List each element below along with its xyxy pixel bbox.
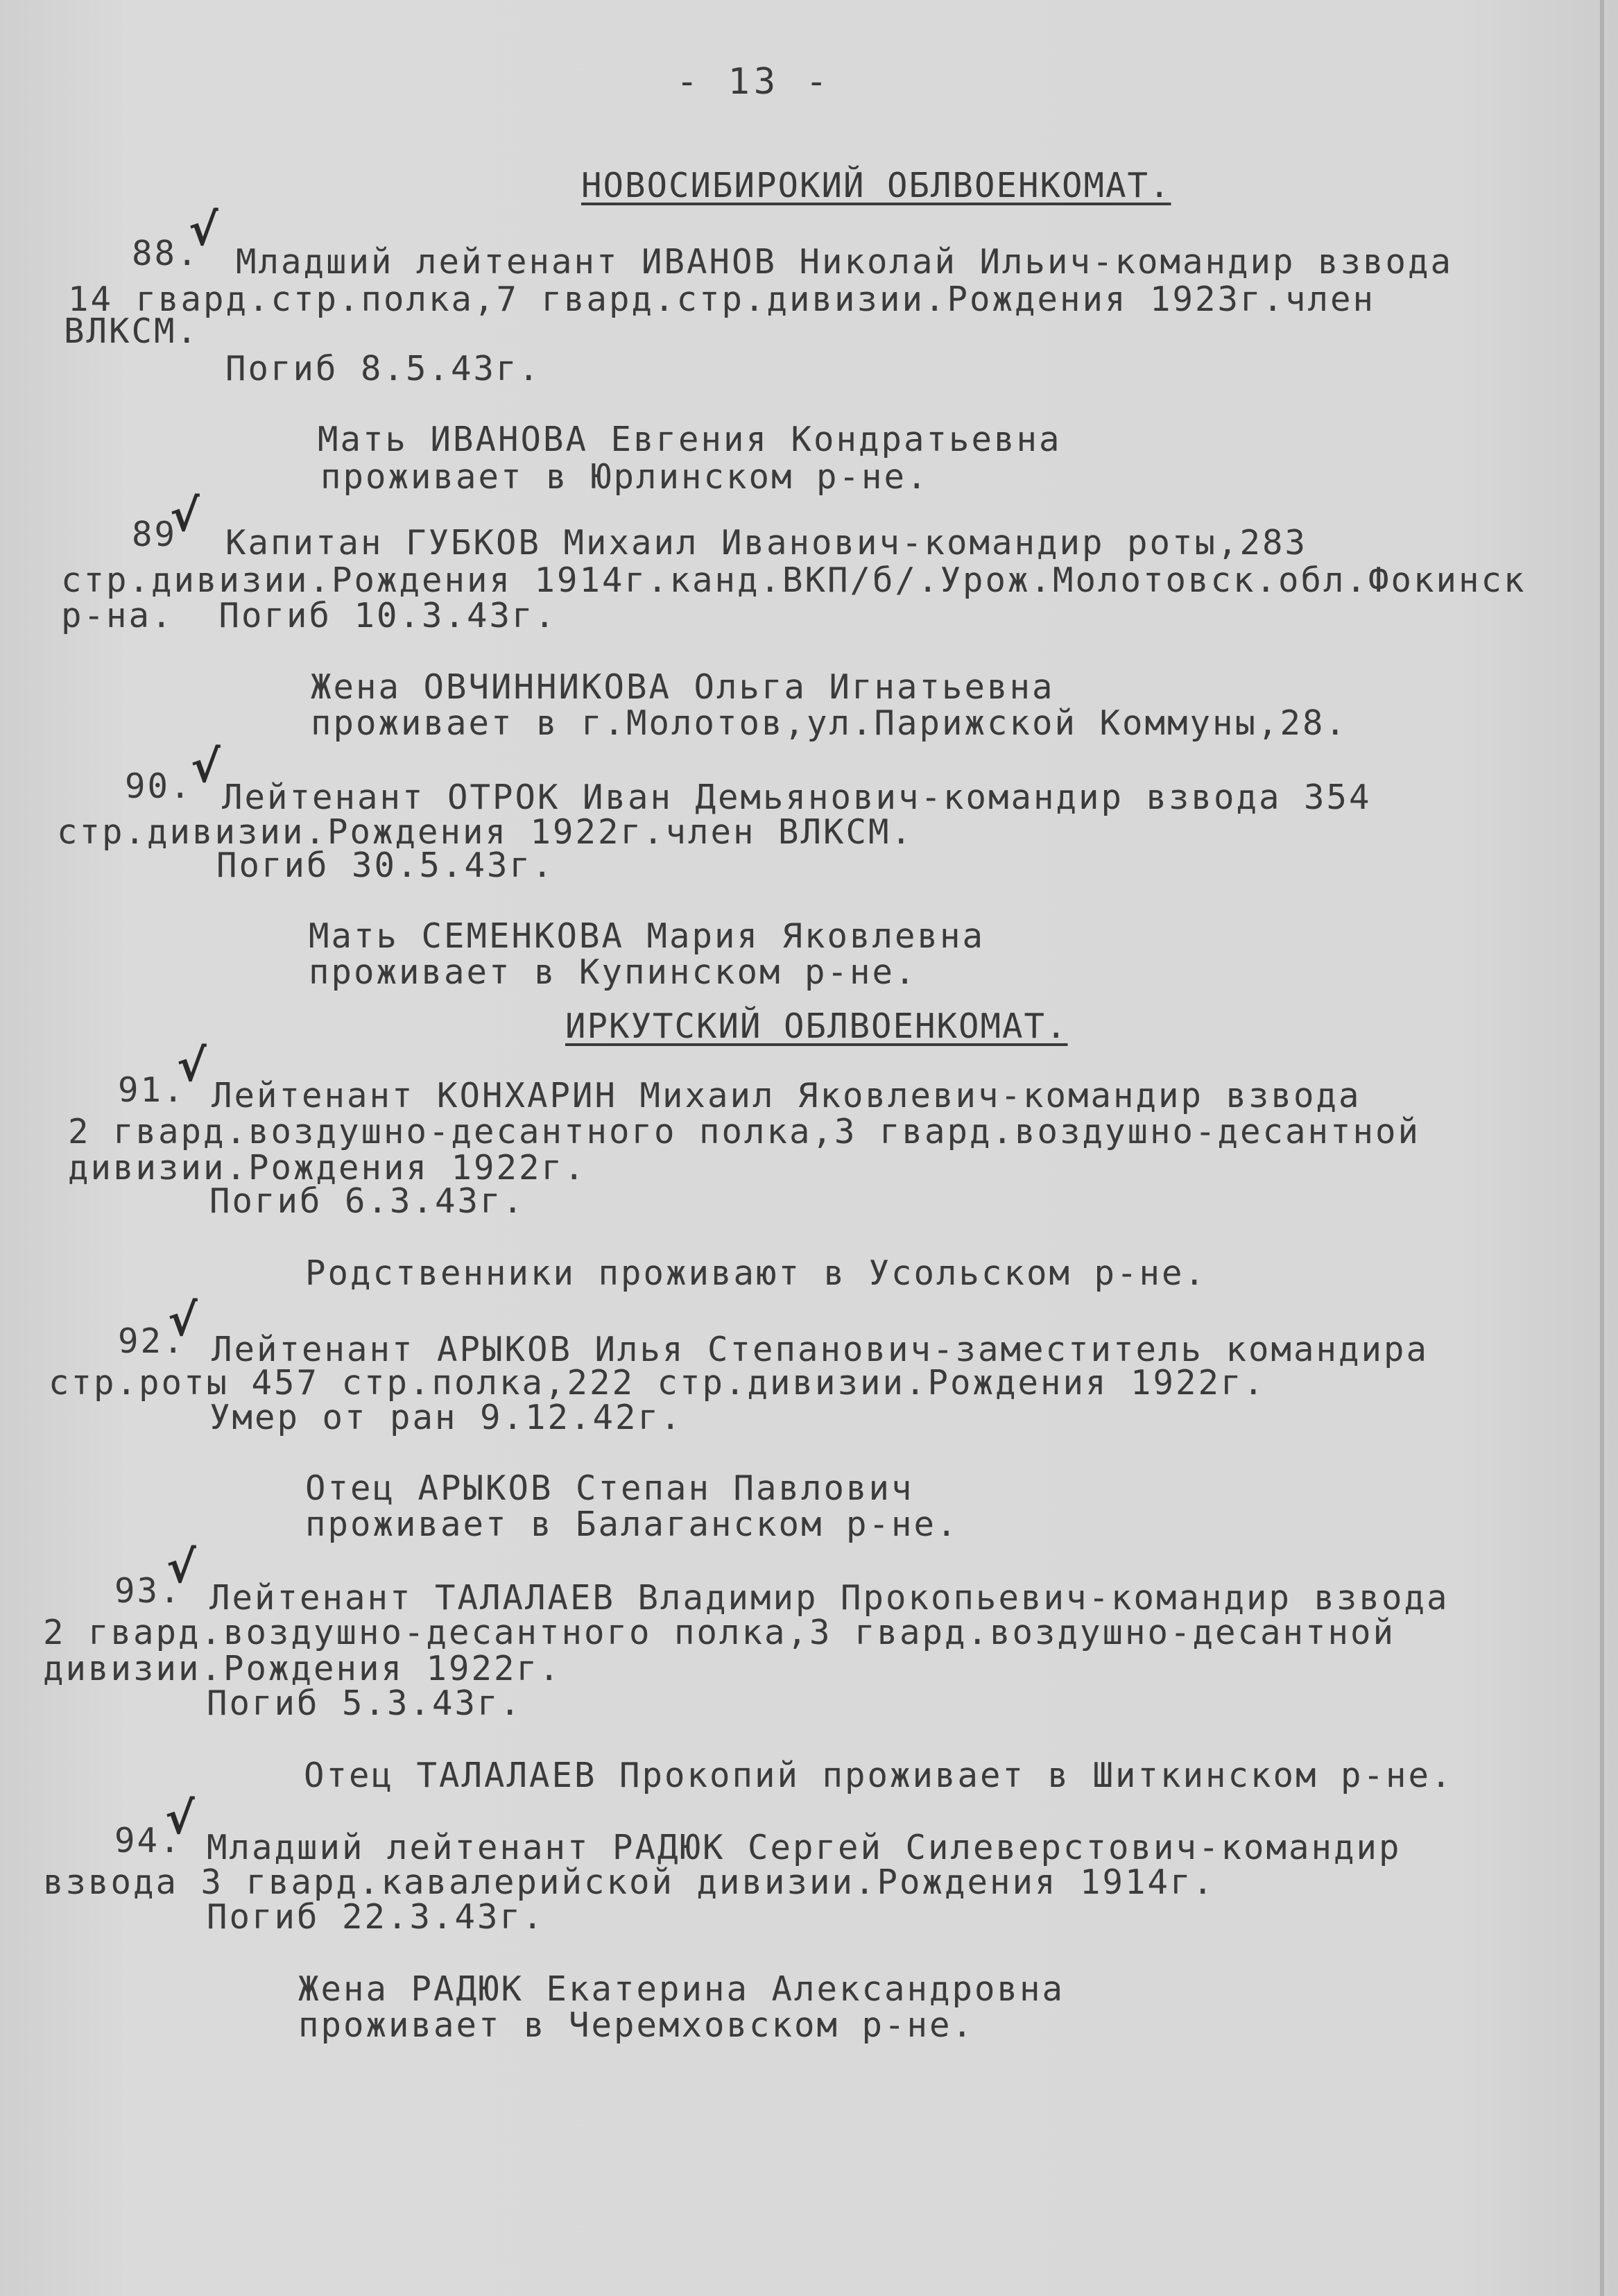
section-heading-irkutsk: ИРКУТСКИЙ ОБЛВОЕНКОМАТ. [565, 1006, 1068, 1046]
check-mark-icon: √ [165, 1793, 195, 1844]
section-heading-novosibirsk: НОВОСИБИРОКИЙ ОБЛВОЕНКОМАТ. [581, 166, 1171, 205]
check-mark-icon: √ [177, 1040, 207, 1092]
entry-88-line-3: ВЛКСМ. [64, 311, 200, 351]
entry-89-line-2: стр.дивизии.Рождения 1914г.канд.ВКП/б/.Урож.Молотовск.обл.Фокинск [61, 560, 1526, 600]
entry-90-relative-1: Мать СЕМЕНКОВА Мария Яковлевна [309, 916, 986, 956]
entry-93-number: 93. [114, 1571, 182, 1611]
entry-94-line-1: Младший лейтенант РАДЮК Сергей Силеверстович-командир [207, 1828, 1402, 1867]
entry-93-line-2: 2 гвард.воздушно-десантного полка,3 гвард.воздушно-десантной [43, 1613, 1396, 1652]
entry-94-relative-1: Жена РАДЮК Екатерина Александровна [298, 1969, 1065, 2009]
entry-93-death: Погиб 5.3.43г. [207, 1684, 523, 1723]
entry-89-number: 89 [132, 515, 178, 554]
entry-88-line-1: Младший лейтенант ИВАНОВ Николай Ильич-командир взвода [236, 242, 1454, 282]
entry-89-relative-1: Жена ОВЧИННИКОВА Ольга Игнатьевна [311, 667, 1055, 707]
entry-88-relative-1: Мать ИВАНОВА Евгения Кондратьевна [318, 420, 1062, 459]
entry-94-line-2: взвода 3 гвард.кавалерийской дивизии.Рождения 1914г. [43, 1862, 1216, 1902]
entry-90-relative-2: проживает в Купинском р-не. [309, 952, 918, 992]
entry-91-relative-1: Родственники проживают в Усольском р-не. [305, 1253, 1207, 1293]
entry-94-death: Погиб 22.3.43г. [207, 1897, 545, 1937]
entry-91-number: 91. [118, 1070, 186, 1110]
entry-90-number: 90. [125, 766, 193, 806]
entry-92-relative-2: проживает в Балаганском р-не. [305, 1505, 959, 1544]
entry-90-line-1: Лейтенант ОТРОК Иван Демьянович-командир взвода 354 [222, 778, 1372, 817]
page-number: - 13 - [676, 61, 832, 103]
entry-93-line-1: Лейтенант ТАЛАЛАЕВ Владимир Прокопьевич-командир взвода [209, 1578, 1449, 1618]
entry-93-relative-1: Отец ТАЛАЛАЕВ Прокопий проживает в Шиткинском р-не. [304, 1756, 1454, 1795]
entry-92-line-1: Лейтенант АРЫКОВ Илья Степанович-заместитель командира [212, 1330, 1429, 1369]
entry-88-death: Погиб 8.5.43г. [225, 349, 542, 388]
entry-91-death: Погиб 6.3.43г. [209, 1181, 526, 1221]
entry-89-relative-2: проживает в г.Молотов,ул.Парижской Коммуны,28. [311, 703, 1348, 743]
entry-91-line-3: дивизии.Рождения 1922г. [68, 1148, 587, 1188]
entry-93-line-3: дивизии.Рождения 1922г. [43, 1649, 562, 1688]
check-mark-icon: √ [191, 742, 221, 793]
check-mark-icon: √ [189, 205, 218, 256]
entry-88-number: 88. [132, 234, 200, 273]
entry-92-relative-1: Отец АРЫКОВ Степан Павлович [305, 1468, 914, 1508]
check-mark-icon: √ [166, 1542, 196, 1593]
entry-90-death: Погиб 30.5.43г. [216, 846, 555, 885]
entry-90-line-2: стр.дивизии.Рождения 1922г.член ВЛКСМ. [57, 812, 914, 852]
check-mark-icon: √ [168, 1295, 198, 1346]
entry-91-line-2: 2 гвард.воздушно-десантного полка,3 гвард.воздушно-десантной [68, 1112, 1421, 1151]
entry-89-line-1: Капитан ГУБКОВ Михаил Иванович-командир роты,283 [225, 523, 1308, 563]
entry-89-line-3: р-на. Погиб 10.3.43г. [61, 596, 558, 635]
entry-94-relative-2: проживает в Черемховском р-не. [298, 2005, 975, 2045]
entry-92-death: Умер от ран 9.12.42г. [209, 1398, 683, 1437]
page-edge [1600, 0, 1604, 2296]
entry-91-line-1: Лейтенант КОНХАРИН Михаил Яковлевич-командир взвода [212, 1076, 1361, 1115]
entry-92-number: 92. [118, 1321, 186, 1361]
entry-94-number: 94. [114, 1821, 182, 1860]
entry-92-line-2: стр.роты 457 стр.полка,222 стр.дивизии.Рождения 1922г. [49, 1363, 1266, 1403]
check-mark-icon: √ [170, 490, 200, 542]
entry-88-line-2: 14 гвард.стр.полка,7 гвард.стр.дивизии.Рождения 1923г.член [68, 280, 1376, 319]
entry-88-relative-2: проживает в Юрлинском р-не. [320, 457, 929, 497]
